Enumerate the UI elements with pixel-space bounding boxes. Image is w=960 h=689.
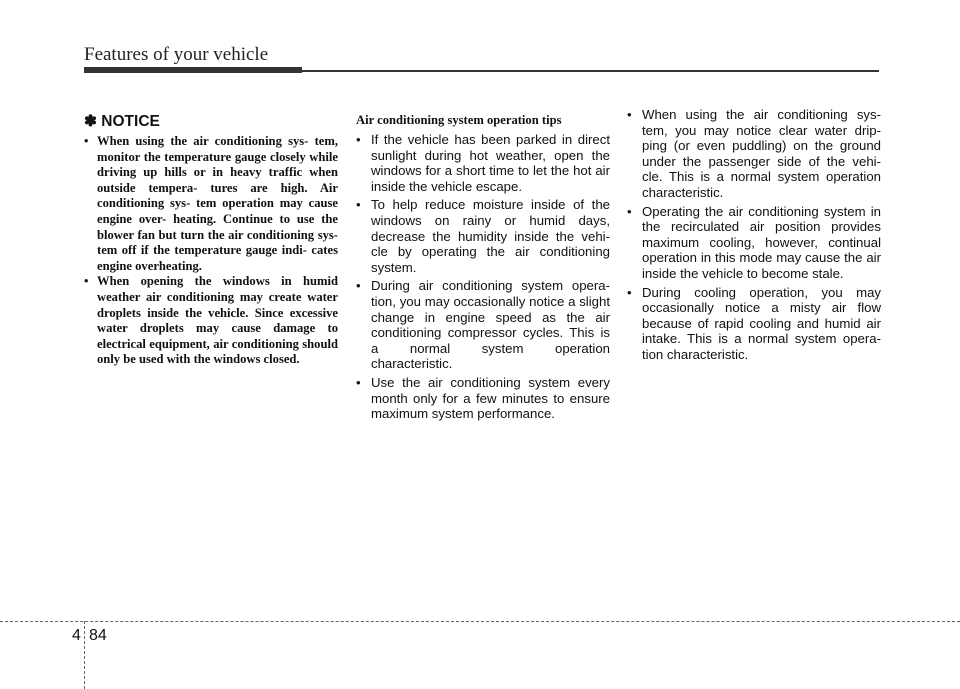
tip-item: • During air conditioning system opera- tion, you may occasionally notice a slight change in engine speed as the air conditioning compressor cycles. This is a normal system operation characteristic. (356, 278, 610, 372)
page-header-title: Features of your vehicle (84, 44, 269, 65)
notice-item: • When using the air conditioning sys- tem, monitor the temperature gauge closely while driving up hills or in heavy traffic when outside tempera- tures are high. Air conditioning sys- tem operation may cause engine over- heating. Continue to use the blower fan but turn the air conditioning sys- tem off if the temperature gauge indi- cates engine overheating. (84, 134, 338, 274)
tips-column-2 (627, 107, 881, 366)
tip-item: • Operating the air conditioning system in the recirculated air position provides maximum cooling, however, continual operation in this mode may cause the air inside the vehicle to become stale. (627, 204, 881, 282)
footer-divider (84, 621, 85, 689)
tips-column-1 (356, 113, 610, 425)
notice-item: • When opening the windows in humid weather air conditioning may create water droplets inside the vehicle. Since excessive water droplets may cause damage to electrical equipment, air conditioning should only be used with the windows closed. (84, 274, 338, 368)
tips-list (356, 132, 610, 422)
tip-item: • If the vehicle has been parked in direct sunlight during hot weather, open the windows for a short time to let the hot air inside the vehicle escape. (356, 132, 610, 194)
page-number: 84 (89, 627, 107, 644)
chapter-number: 4 (72, 627, 81, 644)
tip-item: • To help reduce moisture inside of the windows on rainy or humid days, decrease the humidity inside the vehi- cle by operating the air conditioning system. (356, 197, 610, 275)
notice-list (84, 134, 338, 368)
footer-rule (0, 621, 960, 622)
header-rule-accent (84, 67, 302, 73)
tip-item: • Use the air conditioning system every month only for a few minutes to ensure maximum system performance. (356, 375, 610, 422)
tips-list-continued (627, 107, 881, 363)
notice-heading: ✽ NOTICE (84, 113, 160, 130)
tip-item: • During cooling operation, you may occasionally notice a misty air flow because of rapid cooling and humid air intake. This is a normal system opera- tion characteristic. (627, 285, 881, 363)
tips-heading: Air conditioning system operation tips (356, 113, 562, 127)
notice-column (84, 112, 338, 368)
tip-item: • When using the air conditioning sys- tem, you may notice clear water drip- ping (or even puddling) on the ground under the passenger side of the vehi- cle. This is a normal system operation characteristic. (627, 107, 881, 201)
